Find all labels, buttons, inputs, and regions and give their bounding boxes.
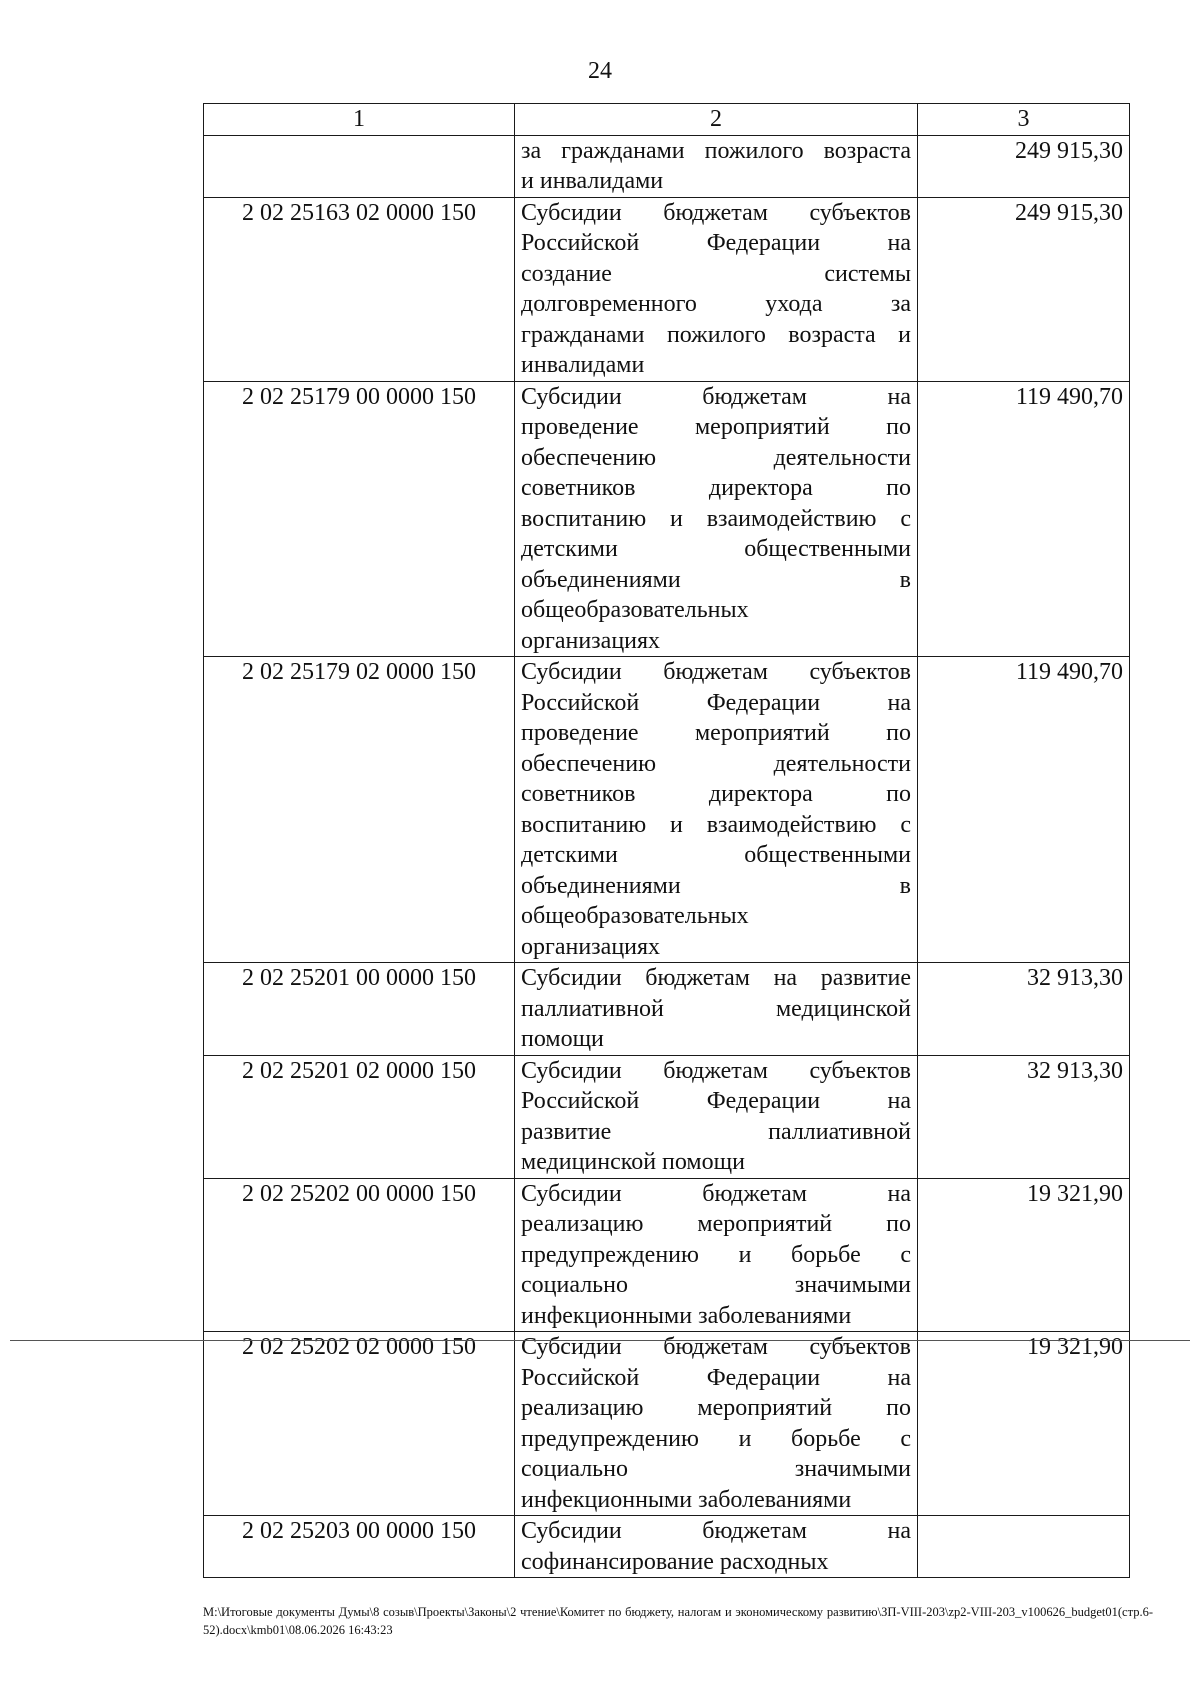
amount-cell [918,1516,1130,1578]
description-cell [515,135,918,197]
description-cell [515,657,918,963]
description-line: Российской Федерации на [521,689,911,716]
table-row [204,197,1130,381]
budget-code-cell: 2 02 25202 00 0000 150 [204,1178,515,1332]
description-line: реализацию мероприятий по [521,1211,911,1237]
description-line: детскими общественными [521,842,911,868]
description-line: детскими общественными [521,536,911,562]
description-line: Субсидии бюджетам на [521,383,911,410]
description-line: предупреждению и борьбе с [521,1241,911,1268]
description-line: создание системы [521,260,911,287]
description-line: объединениями в [521,566,911,593]
budget-code-cell: 2 02 25179 00 0000 150 [204,381,515,657]
budget-table-container [203,103,1129,1578]
description-line: и инвалидами [521,168,664,194]
description-line: софинансирование расходных [521,1548,829,1575]
budget-code-cell: 2 02 25202 02 0000 150 [204,1332,515,1516]
budget-code-cell: 2 02 25203 00 0000 150 [204,1516,515,1578]
table-row [204,1055,1130,1178]
description-line: социально значимыми [521,1456,911,1482]
table-row [204,1332,1130,1516]
description-line: Субсидии бюджетам субъектов [521,199,911,226]
column-header-2: 2 [515,104,918,136]
description-line: долговременного ухода за [521,291,911,317]
table-row [204,1178,1130,1332]
amount-cell: 19 321,90 [918,1332,1130,1516]
budget-code-cell: 2 02 25179 02 0000 150 [204,657,515,963]
table-row [204,381,1130,657]
description-cell [515,1516,918,1578]
table-header-row [204,104,1130,136]
page-number: 24 [588,58,612,84]
description-line: воспитанию и взаимодействию с [521,505,911,532]
budget-code-cell: 2 02 25201 02 0000 150 [204,1055,515,1178]
description-line: Субсидии бюджетам субъектов [521,1334,911,1360]
description-line: обеспечению деятельности [521,444,911,471]
description-line: социально значимыми [521,1272,911,1298]
description-cell [515,1178,918,1332]
amount-cell: 119 490,70 [918,657,1130,963]
description-line: проведение мероприятий по [521,720,911,746]
amount-cell: 19 321,90 [918,1178,1130,1332]
table-row [204,963,1130,1056]
amount-cell: 249 915,30 [918,197,1130,381]
amount-cell: 119 490,70 [918,381,1130,657]
description-line: советников директора по [521,781,911,807]
description-cell [515,1332,918,1516]
table-row [204,1516,1130,1578]
description-line: Субсидии бюджетам на [521,1518,911,1544]
description-cell [515,197,918,381]
description-line: общеобразовательных [521,597,749,623]
budget-table [203,103,1130,1578]
description-line: воспитанию и взаимодействию с [521,811,911,838]
amount-cell: 249 915,30 [918,135,1130,197]
column-header-1: 1 [204,104,515,136]
description-line: объединениями в [521,872,911,899]
description-line: предупреждению и борьбе с [521,1425,911,1452]
budget-code-cell [204,135,515,197]
description-cell [515,381,918,657]
budget-code-cell: 2 02 25201 00 0000 150 [204,963,515,1056]
description-line: организациях [521,627,661,654]
description-line: инфекционными заболеваниями [521,1302,852,1329]
description-line: паллиативной медицинской [521,995,911,1022]
amount-cell: 32 913,30 [918,963,1130,1056]
description-line: обеспечению деятельности [521,750,911,777]
description-line: Субсидии бюджетам субъектов [521,659,911,685]
table-row [204,135,1130,197]
description-line: советников директора по [521,475,911,501]
description-cell [515,963,918,1056]
description-line: Субсидии бюджетам на [521,1180,911,1207]
description-line: развитие паллиативной [521,1118,911,1145]
column-header-3: 3 [918,104,1130,136]
description-line: Субсидии бюджетам субъектов [521,1057,911,1084]
description-line: гражданами пожилого возраста и [521,321,911,348]
description-line: проведение мероприятий по [521,414,911,440]
description-line: реализацию мероприятий по [521,1395,911,1421]
description-line: медицинской помощи [521,1149,745,1175]
description-line: помощи [521,1026,604,1052]
description-line: организациях [521,933,661,960]
description-line: Российской Федерации на [521,1088,911,1114]
description-line: за гражданами пожилого возраста [521,137,911,164]
description-cell [515,1055,918,1178]
amount-cell: 32 913,30 [918,1055,1130,1178]
table-row [204,657,1130,963]
description-line: Субсидии бюджетам на развитие [521,965,911,991]
document-file-path: М:\Итоговые документы Думы\8 созыв\Проекты\Законы\2 чтение\Комитет по бюджету, налогам и экономическому развитию\ЗП-VIII-203\zp2-VIII-203_v100626_budget01(стр.6-52).docx\kmb01\08.06.2026 16:43:23 [203,1605,1153,1637]
description-line: инвалидами [521,352,645,378]
scan-artifact-line [10,1340,1190,1341]
description-line: общеобразовательных [521,903,749,929]
description-line: Российской Федерации на [521,1364,911,1391]
description-line: Российской Федерации на [521,230,911,256]
description-line: инфекционными заболеваниями [521,1486,852,1513]
budget-code-cell: 2 02 25163 02 0000 150 [204,197,515,381]
